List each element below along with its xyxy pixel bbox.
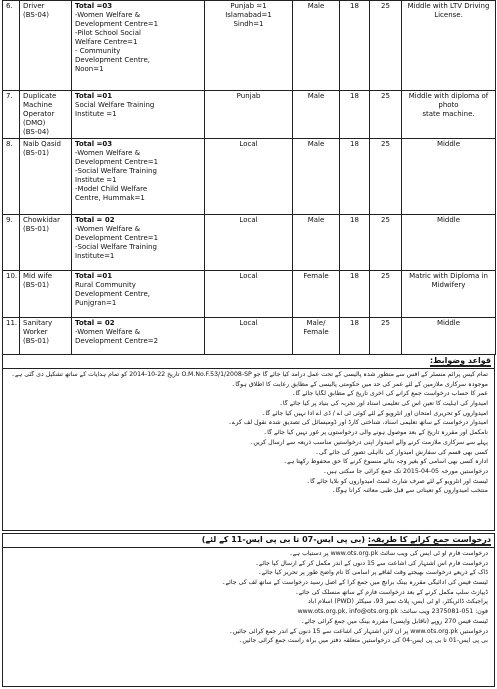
list-item: امیدوار درخواست کے ساتھ تعلیمی اسناد، شناختی کارڈ اور ڈومیسائل کی تصدیق شدہ نقول لف کرے۔ xyxy=(228,419,488,427)
list-item: ادارہ کسی بھی آسامی کو بغیر وجہ بتائے منسوخ کرنے کا حق محفوظ رکھتا ہے۔ xyxy=(283,458,488,466)
cell-post: Sanitary Worker (BS-01) xyxy=(20,318,72,355)
table-row xyxy=(3,139,496,215)
table-row xyxy=(3,215,496,271)
list-item: ٹیسٹ فیس کی ادائیگی مقررہ بینک برانچ میں جمع کرا کے اصل رسید درخواست کے ساتھ لف کی جائے۔ xyxy=(221,579,488,587)
cell-post: Mid wife (BS-01) xyxy=(20,271,72,318)
cell-edu: Middle xyxy=(402,318,496,355)
cell-max-age: 25 xyxy=(370,1,402,91)
cell-post: Driver (BS-04) xyxy=(20,1,72,91)
cell-edu: Middle xyxy=(402,139,496,215)
list-item: تمام کیس پرائم منسٹر کے آفس سے منظور شدہ پالیسی کے تحت عمل درآمد کیا جائے گا جو O.M.No.F.53/1/2008-SP تاریخ 22-10-2014 کو تمام ہدایات کے ساتھ تشکیل دی گئی ہے۔ xyxy=(11,371,488,378)
jobs-table xyxy=(2,0,496,355)
table-row xyxy=(3,1,496,91)
cell-qty: Total =01 Rural Community Development Centre, Punjgran=1 xyxy=(72,271,205,318)
list-item: درخواست فارم او ٹی ایس کی ویب سائٹ www.ots.org.pk پر دستیاب ہے۔ xyxy=(289,550,488,557)
list-item: درخواستیں www.ots.org.pk پر آن لائن اشتہار کی اشاعت سے 15 دنوں کے اندر جمع کرائی جائیں۔ xyxy=(229,627,488,635)
list-item: بی پی ایس-01 تا بی پی ایس-04 کی درخواستیں متعلقہ دفتر میں براہ راست جمع کرائی جائیں۔ xyxy=(238,637,488,645)
cell-qty: Total = 02 -Women Welfare & Development Centre=1 -Social Welfare Training Institute=1 xyxy=(72,215,205,271)
cell-min-age: 18 xyxy=(340,215,370,271)
list-item: نامکمل اور مقررہ تاریخ کے بعد موصول ہونے والی درخواستوں پر غور نہیں کیا جائے گا۔ xyxy=(263,429,488,437)
table-row xyxy=(3,318,496,355)
cell-edu: Middle with LTV Driving License. xyxy=(402,1,496,91)
cell-qty: Total =03 -Women Welfare & Development Centre=1 -Pilot School Social Welfare Centre=1 - Community Development Centre, Noon=1 xyxy=(72,1,205,91)
list-item: امیدواروں کو تحریری امتحان اور انٹرویو کے لئے کوئی ٹی اے / ڈی اے ادا نہیں کیا جائے گا۔ xyxy=(261,409,488,417)
list-item: پہلے سے سرکاری ملازمت کرنے والے امیدوار اپنی درخواستیں مناسب ذریعہ سے ارسال کریں۔ xyxy=(249,438,488,446)
cell-qty: Total =01 Social Welfare Training Institute =1 xyxy=(72,91,205,139)
cell-gender: Male xyxy=(293,215,340,271)
cell-gender: Male xyxy=(293,139,340,215)
table-row xyxy=(3,271,496,318)
cell-min-age: 18 xyxy=(340,139,370,215)
list-item: ڈیپازٹ سلپ مکمل کرنے کے بعد درخواست فارم کے ساتھ منسلک کی جائے۔ xyxy=(295,588,488,596)
list-item: امیدوار کی اہلیت کا تعین اس کی تعلیمی اسناد اور تجربہ کی بنیاد پر کیا جائے گا۔ xyxy=(279,400,488,408)
list-item: عمر کا حساب درخواست جمع کرانے کی آخری تاریخ کے مطابق لگایا جائے گا۔ xyxy=(291,390,488,398)
cell-min-age: 18 xyxy=(340,1,370,91)
list-item: ٹیسٹ اور انٹرویو کے لئے صرف شارٹ لسٹ امیدواروں کو بلایا جائے گا۔ xyxy=(306,477,488,485)
rules-title: قواعد وضوابط: xyxy=(429,356,491,365)
apply-title: درخواست جمع کرانے کا طریقہ: xyxy=(367,535,491,544)
list-item: ڈاک کے ذریعے درخواست بھیجتے وقت لفافے پر آسامی کا نام واضح طور پر تحریر کیا جائے۔ xyxy=(258,569,488,577)
cell-post: Naib Qasid (BS-01) xyxy=(20,139,72,215)
cell-no: 10. xyxy=(3,271,20,318)
cell-min-age: 18 xyxy=(340,271,370,318)
cell-edu: Matric with Diploma in Midwifery xyxy=(402,271,496,318)
cell-max-age: 25 xyxy=(370,215,402,271)
cell-domicile: Punjab xyxy=(205,91,293,139)
cell-domicile: Local xyxy=(205,271,293,318)
cell-max-age: 25 xyxy=(370,91,402,139)
cell-qty: Total = 02 -Women Welfare & Development Centre=2 xyxy=(72,318,205,355)
cell-no: 11. xyxy=(3,318,20,355)
cell-qty: Total =03 -Women Welfare & Development Centre=1 -Social Welfare Training Institute =1 -Model Child Welfare Centre, Hummak=1 xyxy=(72,139,205,215)
list-item: فون: 051-2375081 ویب سائٹ: www.ots.org.pk, info@ots.org.pk xyxy=(297,608,488,616)
cell-domicile: Punjab =1 Islamabad=1 Sindh=1 xyxy=(205,1,293,91)
list-item: کسی بھی قسم کی سفارش امیدوار کی نااہلی تصور کی جائے گی۔ xyxy=(315,448,488,456)
cell-post: Chowkidar (BS-01) xyxy=(20,215,72,271)
cell-edu: Middle xyxy=(402,215,496,271)
cell-no: 8. xyxy=(3,139,20,215)
cell-domicile: Local xyxy=(205,215,293,271)
apply-subtitle: (بی پی ایس-07 تا بی پی ایس-11 کے لئے) xyxy=(201,535,366,544)
list-item: پراجیکٹ ڈائریکٹر، او ٹی ایس، پلاٹ نمبر 93، سیکٹر (PWD) اسلام آباد xyxy=(307,598,488,606)
cell-max-age: 25 xyxy=(370,271,402,318)
cell-gender: Female xyxy=(293,271,340,318)
cell-no: 7. xyxy=(3,91,20,139)
list-item: ٹیسٹ فیس 270 روپے (ناقابل واپسی) مقررہ بینک میں جمع کرائی جائے۔ xyxy=(300,617,488,625)
list-item: موجودہ سرکاری ملازمین کے لئے عمر کی حد میں حکومتی پالیسی کے مطابق رعایت کا اطلاق ہوگا۔ xyxy=(231,380,488,388)
cell-gender: Male xyxy=(293,91,340,139)
cell-gender: Male/ Female xyxy=(293,318,340,355)
cell-edu: Middle with diploma of photo state machine. xyxy=(402,91,496,139)
apply-list xyxy=(3,548,494,645)
list-item: درخواستیں مورخہ 05-04-2015 تک جمع کرائی جا سکتی ہیں۔ xyxy=(323,467,488,475)
cell-gender: Male xyxy=(293,1,340,91)
cell-max-age: 25 xyxy=(370,139,402,215)
cell-domicile: Local xyxy=(205,139,293,215)
rules-list xyxy=(3,369,494,495)
cell-post: Duplicate Machine Operator (DMO) (BS-04) xyxy=(20,91,72,139)
table-row xyxy=(3,91,496,139)
apply-section xyxy=(2,533,495,687)
cell-min-age: 18 xyxy=(340,91,370,139)
cell-no: 9. xyxy=(3,215,20,271)
list-item: درخواست فارم اس اشتہار کی اشاعت سے 15 دنوں کے اندر مکمل کر کے ارسال کیا جائے۔ xyxy=(255,559,488,567)
rules-section xyxy=(2,354,495,531)
cell-min-age: 18 xyxy=(340,318,370,355)
cell-no: 6. xyxy=(3,1,20,91)
cell-max-age: 25 xyxy=(370,318,402,355)
list-item: منتخب امیدواروں کو تعیناتی سے قبل طبی معائنہ کرانا ہوگا۔ xyxy=(331,487,488,495)
cell-domicile: Local xyxy=(205,318,293,355)
